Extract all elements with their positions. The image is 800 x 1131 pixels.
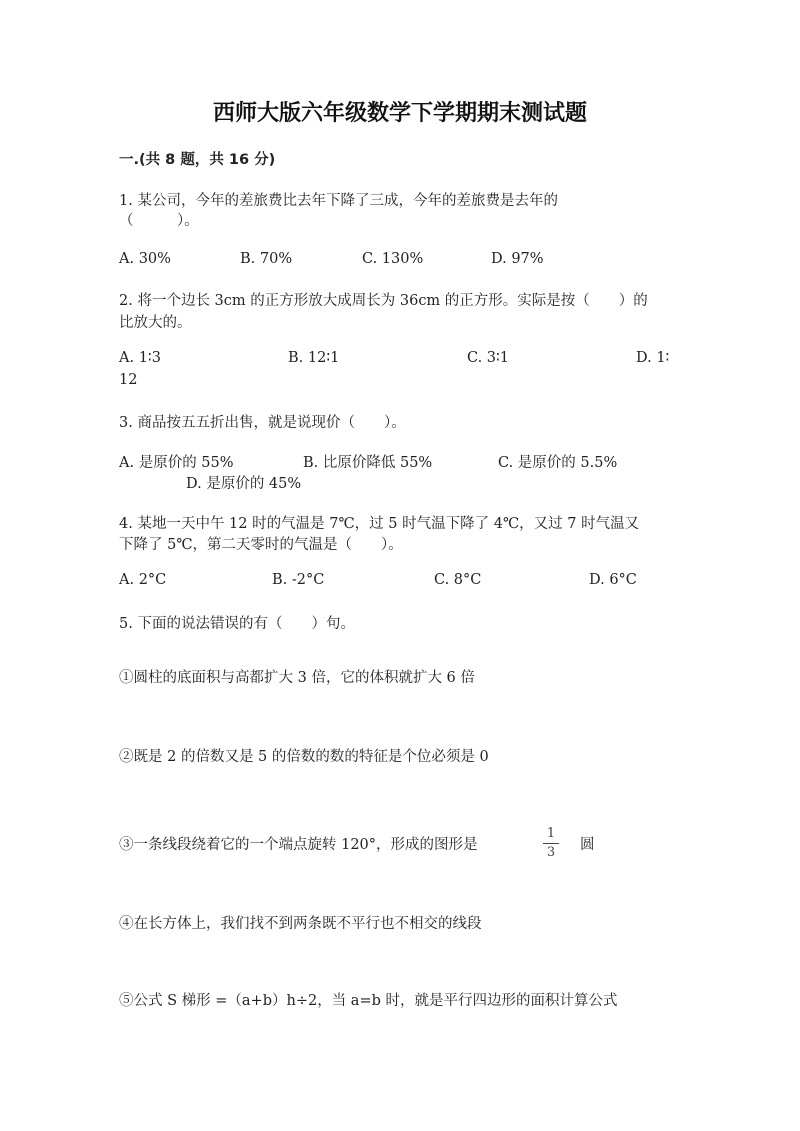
question-5-statement-5: ⑤公式 S 梯形 =（a+b）h÷2，当 a=b 时，就是平行四边形的面积计算公式 <box>119 993 618 1009</box>
question-3-option-d: D. 是原价的 45% <box>186 476 302 492</box>
fraction-denominator: 3 <box>546 845 556 860</box>
question-1-option-d: D. 97% <box>491 251 544 267</box>
page-title: 西师大版六年级数学下学期期末测试题 <box>212 101 587 126</box>
question-2-option-d-cont: 12 <box>119 372 138 388</box>
question-4-option-b: B. -2°C <box>272 572 325 588</box>
question-1-text-cont: （ ）。 <box>119 213 199 229</box>
question-2-option-c: C. 3∶1 <box>467 350 510 366</box>
question-1-option-b: B. 70% <box>240 251 293 267</box>
question-2-text: 2. 将一个边长 3cm 的正方形放大成周长为 36cm 的正方形。实际是按（ ）的 <box>119 293 648 309</box>
question-4-text-cont: 下降了 5℃，第二天零时的气温是（ ）。 <box>119 537 403 553</box>
question-5-text: 5. 下面的说法错误的有（ ）句。 <box>119 616 355 632</box>
question-3-option-a: A. 是原价的 55% <box>119 455 234 471</box>
question-2-option-d: D. 1∶ <box>636 350 670 366</box>
question-5-statement-2: ②既是 2 的倍数又是 5 的倍数的数的特征是个位必须是 0 <box>119 749 489 765</box>
question-1-text: 1. 某公司，今年的差旅费比去年下降了三成，今年的差旅费是去年的 <box>119 193 558 209</box>
fraction-one-third <box>541 826 561 861</box>
question-3-text: 3. 商品按五五折出售，就是说现价（ ）。 <box>119 415 406 431</box>
question-1-option-a: A. 30% <box>119 251 171 267</box>
question-4-option-d: D. 6°C <box>589 572 637 588</box>
question-1-option-c: C. 130% <box>362 251 424 267</box>
fraction-numerator: 1 <box>546 826 556 841</box>
question-2-option-b: B. 12∶1 <box>288 350 340 366</box>
question-2-text-cont: 比放大的。 <box>119 315 192 331</box>
question-2-option-a: A. 1∶3 <box>119 350 161 366</box>
question-5-statement-1: ①圆柱的底面积与高都扩大 3 倍，它的体积就扩大 6 倍 <box>119 670 475 686</box>
question-4-text: 4. 某地一天中午 12 时的气温是 7℃，过 5 时气温下降了 4℃，又过 7 时气温又 <box>119 516 640 532</box>
fraction-bar <box>543 843 559 844</box>
question-5-statement-4: ④在长方体上，我们找不到两条既不平行也不相交的线段 <box>119 916 482 932</box>
section-heading: 一.(共 8 题，共 16 分) <box>119 152 276 168</box>
question-3-option-c: C. 是原价的 5.5% <box>498 455 618 471</box>
question-3-option-b: B. 比原价降低 55% <box>303 455 433 471</box>
question-5-statement-3-suffix: 圆 <box>580 837 595 853</box>
question-4-option-a: A. 2°C <box>119 572 167 588</box>
question-5-statement-3: ③一条线段绕着它的一个端点旋转 120°，形成的图形是 <box>119 837 478 853</box>
question-4-option-c: C. 8°C <box>434 572 482 588</box>
